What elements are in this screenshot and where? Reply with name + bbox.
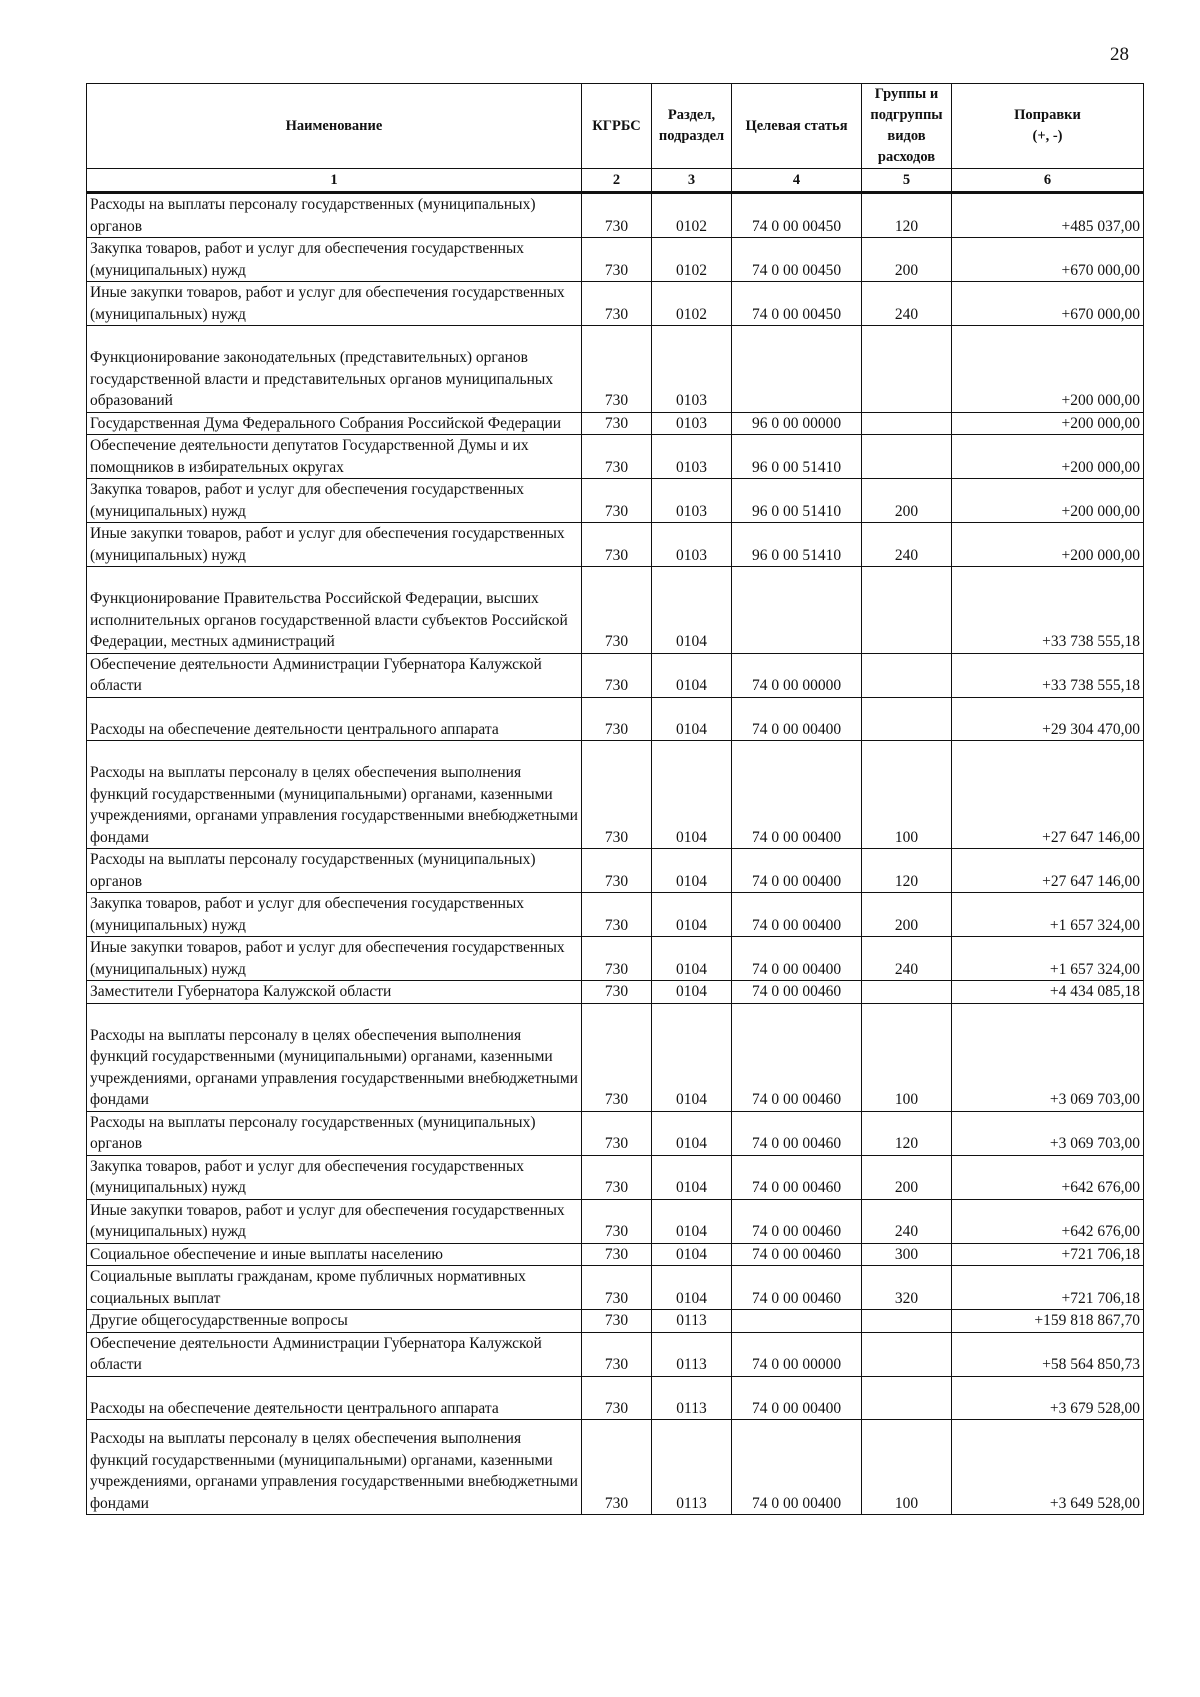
table-row xyxy=(87,653,1144,697)
row-group: 300 xyxy=(862,1243,952,1266)
table-row xyxy=(87,1376,1144,1420)
row-name: Расходы на выплаты персоналу государственных (муниципальных) органов xyxy=(87,193,582,238)
row-target: 74 0 00 00400 xyxy=(732,849,862,893)
row-section: 0103 xyxy=(652,479,732,523)
row-kgrbs: 730 xyxy=(582,238,652,282)
row-kgrbs: 730 xyxy=(582,1376,652,1420)
row-target: 74 0 00 00460 xyxy=(732,1243,862,1266)
row-name: Расходы на обеспечение деятельности центрального аппарата xyxy=(87,697,582,741)
row-kgrbs: 730 xyxy=(582,523,652,567)
table-row xyxy=(87,1310,1144,1333)
row-section: 0102 xyxy=(652,238,732,282)
row-group: 240 xyxy=(862,523,952,567)
row-section: 0103 xyxy=(652,412,732,435)
row-amount: +200 000,00 xyxy=(952,435,1144,479)
table-row xyxy=(87,937,1144,981)
header-section: Раздел, подраздел xyxy=(652,84,732,169)
row-target: 74 0 00 00400 xyxy=(732,893,862,937)
column-number: 5 xyxy=(862,169,952,193)
row-name: Закупка товаров, работ и услуг для обеспечения государственных (муниципальных) нужд xyxy=(87,1155,582,1199)
row-section: 0104 xyxy=(652,653,732,697)
row-group xyxy=(862,1376,952,1420)
column-number: 6 xyxy=(952,169,1144,193)
row-name: Социальное обеспечение и иные выплаты населению xyxy=(87,1243,582,1266)
row-target: 74 0 00 00460 xyxy=(732,1003,862,1111)
row-section: 0103 xyxy=(652,435,732,479)
row-name: Социальные выплаты гражданам, кроме публичных нормативных социальных выплат xyxy=(87,1266,582,1310)
table-row xyxy=(87,1003,1144,1111)
row-group: 320 xyxy=(862,1266,952,1310)
row-name: Расходы на обеспечение деятельности центрального аппарата xyxy=(87,1376,582,1420)
row-section: 0102 xyxy=(652,282,732,326)
table-row xyxy=(87,193,1144,238)
row-kgrbs: 730 xyxy=(582,697,652,741)
row-amount: +721 706,18 xyxy=(952,1243,1144,1266)
row-kgrbs: 730 xyxy=(582,326,652,413)
table-row xyxy=(87,282,1144,326)
row-section: 0102 xyxy=(652,193,732,238)
row-target: 74 0 00 00450 xyxy=(732,282,862,326)
row-target xyxy=(732,1310,862,1333)
row-name: Расходы на выплаты персоналу государственных (муниципальных) органов xyxy=(87,1111,582,1155)
row-target: 74 0 00 00000 xyxy=(732,653,862,697)
row-kgrbs: 730 xyxy=(582,1310,652,1333)
row-target: 74 0 00 00000 xyxy=(732,1332,862,1376)
row-kgrbs: 730 xyxy=(582,849,652,893)
row-section: 0113 xyxy=(652,1310,732,1333)
table-row xyxy=(87,981,1144,1004)
row-amount: +27 647 146,00 xyxy=(952,849,1144,893)
row-kgrbs: 730 xyxy=(582,567,652,654)
row-name: Закупка товаров, работ и услуг для обеспечения государственных (муниципальных) нужд xyxy=(87,238,582,282)
row-amount: +29 304 470,00 xyxy=(952,697,1144,741)
row-target: 74 0 00 00450 xyxy=(732,193,862,238)
row-section: 0104 xyxy=(652,1003,732,1111)
row-target: 74 0 00 00400 xyxy=(732,937,862,981)
row-section: 0104 xyxy=(652,697,732,741)
row-name: Функционирование законодательных (представительных) органов государственной власти и представительных органов муниципальных образований xyxy=(87,326,582,413)
row-group: 100 xyxy=(862,741,952,849)
row-name: Расходы на выплаты персоналу в целях обеспечения выполнения функций государственными (муниципальными) органами, казенными учреждениями, органами управления государственными внебюджетными фондами xyxy=(87,741,582,849)
row-name: Иные закупки товаров, работ и услуг для обеспечения государственных (муниципальных) нужд xyxy=(87,523,582,567)
row-group: 200 xyxy=(862,479,952,523)
row-kgrbs: 730 xyxy=(582,741,652,849)
row-kgrbs: 730 xyxy=(582,1420,652,1515)
table-row xyxy=(87,1266,1144,1310)
row-amount: +3 069 703,00 xyxy=(952,1003,1144,1111)
row-name: Другие общегосударственные вопросы xyxy=(87,1310,582,1333)
row-section: 0104 xyxy=(652,1111,732,1155)
table-row xyxy=(87,1155,1144,1199)
row-group: 200 xyxy=(862,238,952,282)
row-amount: +642 676,00 xyxy=(952,1155,1144,1199)
row-section: 0113 xyxy=(652,1420,732,1515)
row-name: Обеспечение деятельности Администрации Губернатора Калужской области xyxy=(87,1332,582,1376)
table-row xyxy=(87,523,1144,567)
header-kgrbs: КГРБС xyxy=(582,84,652,169)
table-row xyxy=(87,326,1144,413)
row-amount: +33 738 555,18 xyxy=(952,567,1144,654)
row-group: 240 xyxy=(862,937,952,981)
row-section: 0113 xyxy=(652,1332,732,1376)
row-name: Иные закупки товаров, работ и услуг для обеспечения государственных (муниципальных) нужд xyxy=(87,937,582,981)
row-amount: +3 069 703,00 xyxy=(952,1111,1144,1155)
row-amount: +33 738 555,18 xyxy=(952,653,1144,697)
row-group xyxy=(862,1332,952,1376)
row-section: 0104 xyxy=(652,849,732,893)
row-target: 96 0 00 51410 xyxy=(732,435,862,479)
row-amount: +200 000,00 xyxy=(952,479,1144,523)
header-groups: Группы и подгруппы видов расходов xyxy=(862,84,952,169)
header-name: Наименование xyxy=(87,84,582,169)
table-row xyxy=(87,1332,1144,1376)
table-row xyxy=(87,893,1144,937)
row-section: 0104 xyxy=(652,1199,732,1243)
row-target: 74 0 00 00460 xyxy=(732,1111,862,1155)
table-row xyxy=(87,435,1144,479)
row-section: 0103 xyxy=(652,326,732,413)
row-group: 100 xyxy=(862,1420,952,1515)
row-section: 0103 xyxy=(652,523,732,567)
row-target: 74 0 00 00460 xyxy=(732,981,862,1004)
row-target: 74 0 00 00400 xyxy=(732,697,862,741)
table-row xyxy=(87,1243,1144,1266)
row-group: 120 xyxy=(862,849,952,893)
row-kgrbs: 730 xyxy=(582,1111,652,1155)
row-target: 96 0 00 51410 xyxy=(732,523,862,567)
row-kgrbs: 730 xyxy=(582,981,652,1004)
row-name: Обеспечение деятельности депутатов Государственной Думы и их помощников в избирательных округах xyxy=(87,435,582,479)
header-amendments: Поправки (+, -) xyxy=(952,84,1144,169)
row-section: 0104 xyxy=(652,1155,732,1199)
row-name: Обеспечение деятельности Администрации Губернатора Калужской области xyxy=(87,653,582,697)
row-amount: +1 657 324,00 xyxy=(952,893,1144,937)
row-kgrbs: 730 xyxy=(582,282,652,326)
row-group: 100 xyxy=(862,1003,952,1111)
row-group: 240 xyxy=(862,282,952,326)
row-group: 200 xyxy=(862,1155,952,1199)
row-name: Иные закупки товаров, работ и услуг для обеспечения государственных (муниципальных) нужд xyxy=(87,1199,582,1243)
row-kgrbs: 730 xyxy=(582,653,652,697)
row-kgrbs: 730 xyxy=(582,893,652,937)
row-section: 0104 xyxy=(652,981,732,1004)
row-name: Закупка товаров, работ и услуг для обеспечения государственных (муниципальных) нужд xyxy=(87,893,582,937)
row-group: 120 xyxy=(862,193,952,238)
row-name: Государственная Дума Федерального Собрания Российской Федерации xyxy=(87,412,582,435)
row-kgrbs: 730 xyxy=(582,412,652,435)
row-kgrbs: 730 xyxy=(582,1155,652,1199)
column-number: 4 xyxy=(732,169,862,193)
row-target: 74 0 00 00400 xyxy=(732,1420,862,1515)
row-amount: +200 000,00 xyxy=(952,326,1144,413)
row-group xyxy=(862,653,952,697)
row-kgrbs: 730 xyxy=(582,193,652,238)
row-amount: +4 434 085,18 xyxy=(952,981,1144,1004)
row-name: Иные закупки товаров, работ и услуг для обеспечения государственных (муниципальных) нужд xyxy=(87,282,582,326)
page-number: 28 xyxy=(1110,44,1129,65)
row-amount: +670 000,00 xyxy=(952,238,1144,282)
row-name: Функционирование Правительства Российской Федерации, высших исполнительных органов государственной власти субъектов Российской Федерации, местных администраций xyxy=(87,567,582,654)
table-header-row xyxy=(87,84,1144,169)
row-amount: +1 657 324,00 xyxy=(952,937,1144,981)
row-target: 96 0 00 51410 xyxy=(732,479,862,523)
row-name: Закупка товаров, работ и услуг для обеспечения государственных (муниципальных) нужд xyxy=(87,479,582,523)
row-amount: +670 000,00 xyxy=(952,282,1144,326)
table-row xyxy=(87,412,1144,435)
row-section: 0104 xyxy=(652,1266,732,1310)
row-section: 0104 xyxy=(652,893,732,937)
row-target: 74 0 00 00460 xyxy=(732,1199,862,1243)
row-section: 0104 xyxy=(652,741,732,849)
column-number: 2 xyxy=(582,169,652,193)
row-kgrbs: 730 xyxy=(582,435,652,479)
table-row xyxy=(87,741,1144,849)
table-row xyxy=(87,238,1144,282)
row-section: 0104 xyxy=(652,937,732,981)
row-group xyxy=(862,697,952,741)
row-amount: +200 000,00 xyxy=(952,412,1144,435)
table-row xyxy=(87,697,1144,741)
row-amount: +642 676,00 xyxy=(952,1199,1144,1243)
row-group xyxy=(862,981,952,1004)
row-target: 74 0 00 00400 xyxy=(732,1376,862,1420)
row-target: 74 0 00 00460 xyxy=(732,1266,862,1310)
row-amount: +485 037,00 xyxy=(952,193,1144,238)
row-target: 96 0 00 00000 xyxy=(732,412,862,435)
table-row xyxy=(87,479,1144,523)
column-number: 3 xyxy=(652,169,732,193)
column-number-row xyxy=(87,169,1144,193)
row-kgrbs: 730 xyxy=(582,1199,652,1243)
table-row xyxy=(87,849,1144,893)
row-target: 74 0 00 00400 xyxy=(732,741,862,849)
row-amount: +200 000,00 xyxy=(952,523,1144,567)
row-group xyxy=(862,326,952,413)
row-amount: +3 649 528,00 xyxy=(952,1420,1144,1515)
row-section: 0104 xyxy=(652,1243,732,1266)
row-kgrbs: 730 xyxy=(582,1243,652,1266)
row-target: 74 0 00 00460 xyxy=(732,1155,862,1199)
row-amount: +3 679 528,00 xyxy=(952,1376,1144,1420)
row-target: 74 0 00 00450 xyxy=(732,238,862,282)
row-kgrbs: 730 xyxy=(582,1266,652,1310)
row-kgrbs: 730 xyxy=(582,479,652,523)
table-row xyxy=(87,1199,1144,1243)
row-name: Расходы на выплаты персоналу в целях обеспечения выполнения функций государственными (муниципальными) органами, казенными учреждениями, органами управления государственными внебюджетными фондами xyxy=(87,1003,582,1111)
row-group xyxy=(862,435,952,479)
row-group xyxy=(862,567,952,654)
row-target xyxy=(732,326,862,413)
row-kgrbs: 730 xyxy=(582,1332,652,1376)
row-kgrbs: 730 xyxy=(582,1003,652,1111)
table-row xyxy=(87,1111,1144,1155)
row-target xyxy=(732,567,862,654)
row-section: 0104 xyxy=(652,567,732,654)
row-amount: +27 647 146,00 xyxy=(952,741,1144,849)
table-row xyxy=(87,1420,1144,1515)
row-group: 120 xyxy=(862,1111,952,1155)
row-group: 240 xyxy=(862,1199,952,1243)
header-target: Целевая статья xyxy=(732,84,862,169)
row-section: 0113 xyxy=(652,1376,732,1420)
row-name: Заместители Губернатора Калужской области xyxy=(87,981,582,1004)
column-number: 1 xyxy=(87,169,582,193)
row-group: 200 xyxy=(862,893,952,937)
row-group xyxy=(862,1310,952,1333)
row-amount: +721 706,18 xyxy=(952,1266,1144,1310)
row-name: Расходы на выплаты персоналу в целях обеспечения выполнения функций государственными (муниципальными) органами, казенными учреждениями, органами управления государственными внебюджетными фондами xyxy=(87,1420,582,1515)
row-kgrbs: 730 xyxy=(582,937,652,981)
row-amount: +58 564 850,73 xyxy=(952,1332,1144,1376)
row-amount: +159 818 867,70 xyxy=(952,1310,1144,1333)
table-body xyxy=(87,193,1144,1515)
budget-table xyxy=(86,83,1144,1515)
table-row xyxy=(87,567,1144,654)
row-name: Расходы на выплаты персоналу государственных (муниципальных) органов xyxy=(87,849,582,893)
row-group xyxy=(862,412,952,435)
